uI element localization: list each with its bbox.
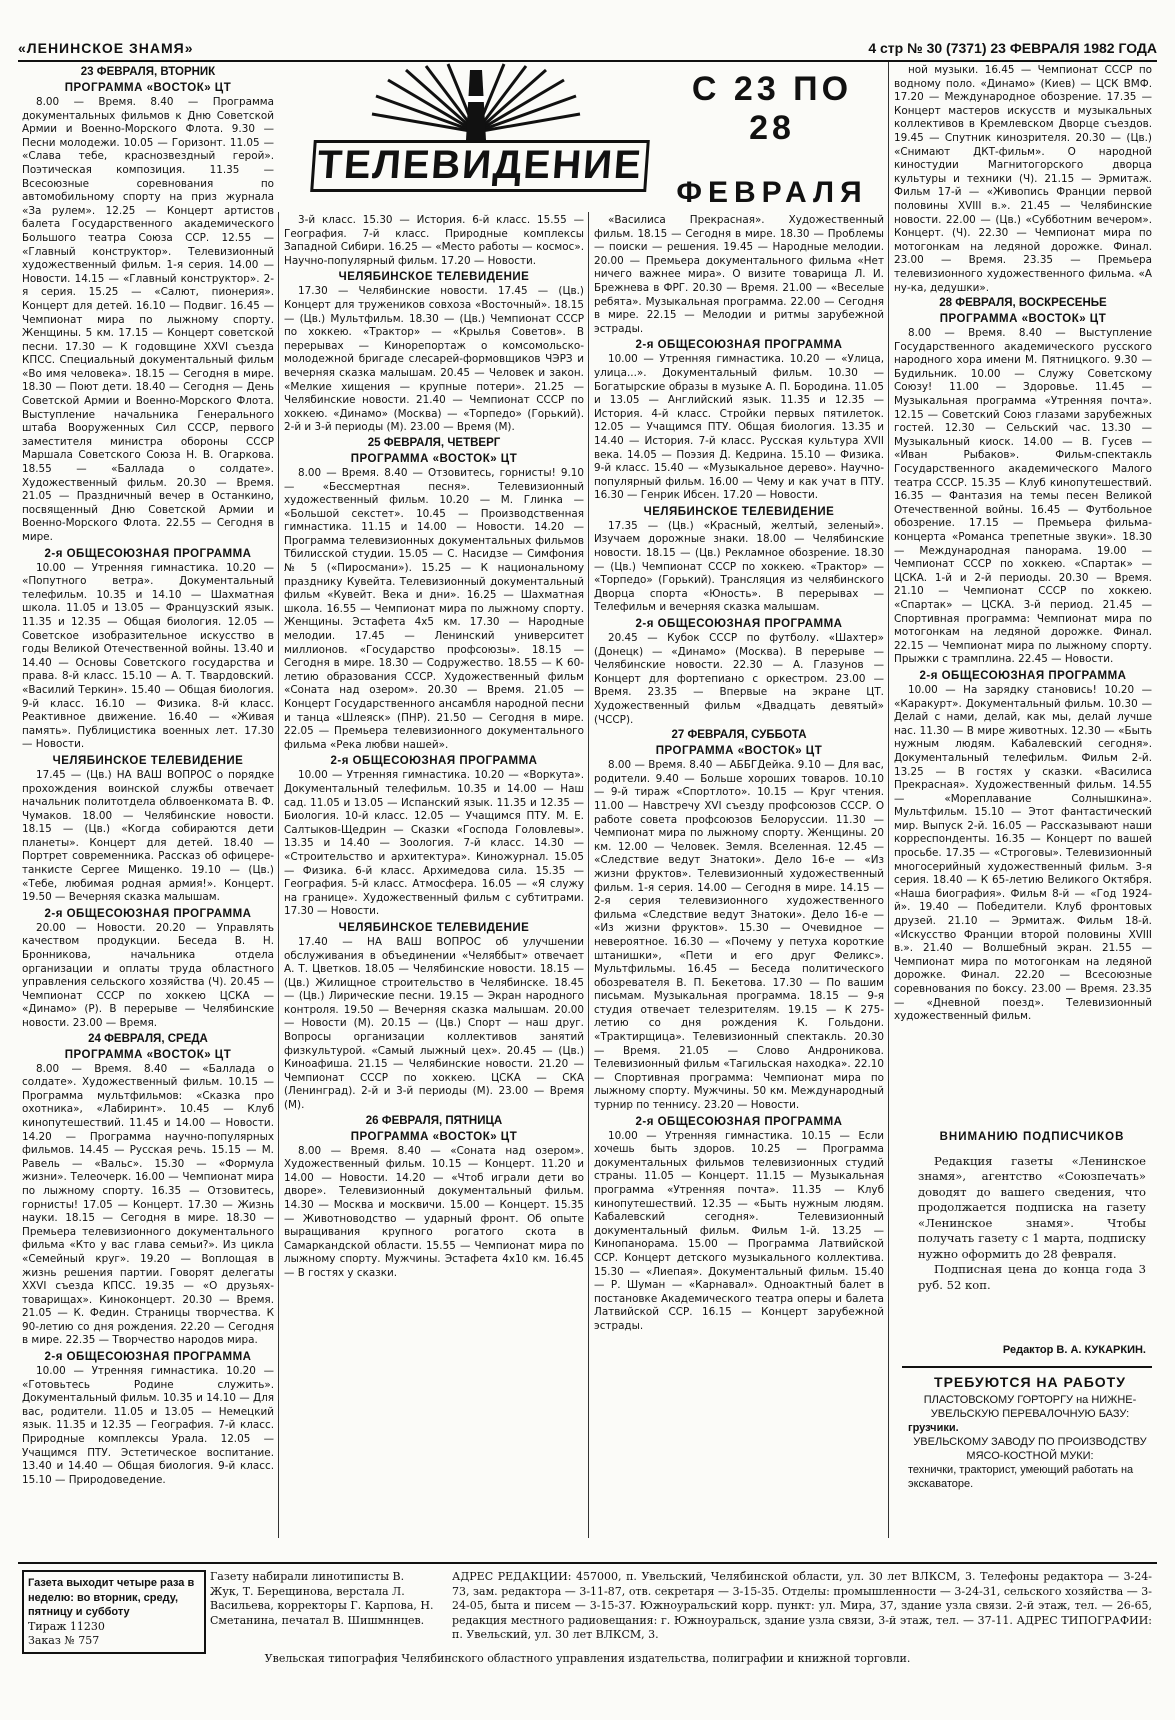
schedule-heading: 25 ФЕВРАЛЯ, ЧЕТВЕРГ — [367, 436, 501, 449]
notice-price: Подписная цена до конца года 3 руб. 52 коп. — [918, 1262, 1146, 1292]
printer-line: Увельская типография Челябинского областного управления издательства, полиграфии и книжной торговли. — [264, 1652, 911, 1665]
job-employer-1: ПЛАСТОВСКОМУ ГОРТОРГУ на НИЖНЕ-УВЕЛЬСКУЮ ПЕРЕВАЛОЧНУЮ БАЗУ: — [923, 1394, 1137, 1420]
schedule-heading: 26 ФЕВРАЛЯ, ПЯТНИЦА — [365, 1114, 503, 1127]
schedule-heading: 2-я ОБЩЕСОЮЗНАЯ ПРОГРАММА — [635, 1115, 843, 1128]
schedule-text: 17.35 — (Цв.) «Красный, желтый, зеленый». Изучаем дорожные знаки. 18.00 — Челябинские новости. 18.15 — (Цв.) Рекламное обозрение. 18.30 — (Цв.) Чемпионат СССР по хоккею. «Трактор» — «Торпедо» (Горький). Трансляция из челябинского Дворца спорта «Юность». В перерывах — Телефильм и вечерняя сказка малышам. — [594, 519, 884, 614]
schedule-text: 8.00 — Время. 8.40 — АББГДейка. 9.10 — Для вас, родители. 9.40 — Больше хороших товаров. 10.10 — 9-й тираж «Спортлото». 10.15 — Круг чтения. 11.00 — Навстречу XVI съезду профсоюзов СССР. О работе совета профсоюзов Белоруссии. 11.30 — Чемпионат мира по лыжному спорту. Женщины. 20 км. 12.00 — Человек. Земля. Вселенная. 12.45 — «Следствие ведут Знатоки». Дело 16-е — «Из жизни фруктов». Телевизионный художественный фильм. 1-я серия. 14.00 — Сегодня в мире. 14.15 — 2-я серия телевизионного художественного фильма «Следствие ведут Знатоки». Дело 16-е — «Из жизни фруктов». 15.30 — Очевидное — невероятное. 16.30 — «Почему у петуха короткие штанишки», «Пети и его друг Феликс». Мультфильмы. 16.45 — Беседа политического обозревателя В. П. Бекетова. 17.30 — По вашим письмам. Музыкальная программа. 18.15 — 9-я студия отвечает телезрителям. 19.15 — К 275-летию со дня рождения К. Гольдони. «Трактирщица». Телевизионный спектакль. 20.30 — Время. 21.05 — Слово Андроникова. Телевизионный фильм «Тагильская находка». 22.10 — Спортивная программа: Чемпионат мира по лыжному спорту. Мужчины. 50 км. Международный турнир по теннису. 23.20 — Новости. — [594, 759, 884, 1112]
schedule-heading: 27 ФЕВРАЛЯ, СУББОТА — [671, 729, 807, 742]
column-rule — [278, 212, 279, 1538]
circulation: Тираж 11230 — [28, 1619, 105, 1633]
schedule-text: 17.30 — Челябинские новости. 17.45 — (Цв.) Концерт для тружеников совхоза «Восточный». 18.15 — (Цв.) Мультфильм. 18.30 — (Цв.) Чемпионат СССР по хоккею. «Трактор» — «Крылья Советов». В перерывах — Кинорепортаж о комсомольско-молодежной бригаде слесарей-формовщиков ЧЭРЗ и вечерняя сказка малышам. 20.45 — Человек и закон. «Мелкие хищения — крупные потери». 21.25 — Челябинские новости. 21.40 — Чемпионат СССР по хоккею. «Динамо» (Москва) — «Торпедо» (Горький). 2-й и 3-й периоды (М). 23.00 — Время (М). — [284, 285, 584, 434]
schedule-text: 10.00 — На зарядку становись! 10.20 — «Каракурт». Документальный фильм. 10.30 — Делай с нами, делай, как мы, делай лучше нас. 11.30 — В мире животных. 12.30 — «Быть нужным людям. Кабалевский сегодня». Документальный телефильм. Фильм 2-й. 13.25 — В гостях у сказки. «Василиса Прекрасная». Художественный фильм. 14.55 — «Мореплавание Солнышкина». Мультфильм. 15.10 — Этот фантастический мир. Выпуск 2-й. 16.05 — Рассказывают наши корреспонденты. 16.35 — Концерт по вашей просьбе. 17.35 — «Строговы». Телевизионный многосерийный художественный фильм. 3-я серия. 18.40 — К 65-летию Великого Октября. «Наша биография». Фильм 8-й — «Год 1924-й». 19.40 — Победители. Клуб фронтовых друзей. 21.10 — Эрмитаж. Фильм 18-й. «Искусство Франции второй половины XVIII в.». 21.40 — Волшебный экран. 21.55 — Чемпионат мира по мотогонкам на ледяной дорожке. Финал. 22.20 — Всесоюзные соревнования по боксу. 23.00 — Время. 23.35 — «Дневной поезд». Телевизионный художественный фильм. — [894, 683, 1152, 1023]
schedule-heading: ПРОГРАММА «ВОСТОК» ЦТ — [64, 1048, 232, 1061]
schedule-heading: 23 ФЕВРАЛЯ, ВТОРНИК — [80, 66, 216, 78]
issue-info: 4 стр № 30 (7371) 23 ФЕВРАЛЯ 1982 ГОДА — [868, 40, 1157, 56]
job-title: ТРЕБУЮТСЯ НА РАБОТУ — [934, 1374, 1126, 1390]
schedule-heading: 2-я ОБЩЕСОЮЗНАЯ ПРОГРАММА — [44, 1351, 252, 1364]
schedule-text: 10.00 — Утренняя гимнастика. 10.15 — Если хочешь быть здоров. 10.25 — Программа документальных фильмов телевизионных студий страны. 11.05 — Концерт. 11.15 — Музыкальная программа «Утренняя почта». 11.35 — Клуб кинопутешествий. 12.35 — «Быть нужным людям. Кабалевский сегодня». Телевизионный документальный фильм. Фильм 1-й. 13.25 — Кинопанорама. 15.00 — Программа Латвийской ССР. Концерт детского музыкального коллектива. 15.30 — «Лиепая». Документальный фильм. 15.40 — Р. Шуман — «Карнавал». Одноактный балет в постановке Академического театра оперы и балета Латвийской ССР. 16.15 — Концерт зарубежной эстрады. — [594, 1129, 884, 1332]
column-3 — [594, 214, 884, 1556]
subscriber-notice — [918, 1130, 1146, 1293]
divider — [902, 1366, 1152, 1368]
job-positions-2: технички, тракторист, умеющий работать на экскаваторе. — [908, 1464, 1134, 1490]
schedule-heading: 24 ФЕВРАЛЯ, СРЕДА — [88, 1032, 208, 1045]
schedule-text: 10.00 — Утренняя гимнастика. 10.20 — «Воркута». Документальный телефильм. 10.35 и 14.00 — Наш сад. 11.05 и 13.05 — Испанский язык. 11.35 и 12.35 — Биология. 10-й класс. 12.05 — Учащимся ПТУ. М. Е. Салтыков-Щедрин — Сказки «Господа Головлевы». 13.35 и 14.40 — Зоология. 7-й класс. 14.30 — «Строительство и архитектура». Киножурнал. 15.05 — Физика. 6-й класс. Архимедова сила. 15.35 — География. 5-й класс. Атмосфера. 16.05 — «Я служу на границе». Художественный фильм с субтитрами. 17.30 — Новости. — [284, 769, 584, 918]
schedule-heading: 2-я ОБЩЕСОЮЗНАЯ ПРОГРАММА — [44, 907, 252, 920]
job-employer-2: УВЕЛЬСКОМУ ЗАВОДУ ПО ПРОИЗВОДСТВУ МЯСО-КОСТНОЙ МУКИ: — [913, 1436, 1147, 1462]
schedule-text: 8.00 — Время. 8.40 — Выступление Государственного академического русского народного хора имени М. Пятницкого. 9.30 — Будильник. 10.00 — Служу Советскому Союзу! 11.00 — Здоровье. 11.45 — Музыкальная программа «Утренняя почта». 12.15 — Советский Союз глазами зарубежных гостей. 12.30 — Сельский час. 13.30 — Музыкальный киоск. 14.00 — В. Гусев — «Иван Рыбаков». Фильм-спектакль Государственного академического Малого театра СССР. 15.35 — Клуб кинопутешествий. 16.35 — Фантазия на темы песен Великой Отечественной войны. 16.45 — Футбольное обозрение. 17.15 — Премьера фильма-концерта «Романса трепетные звуки». 18.30 — Международная панорама. 19.00 — Чемпионат СССР по хоккею. «Спартак» — ЦСКА. 1-й и 2-й периоды. 20.30 — Время. 21.10 — Чемпионат СССР по хоккею. «Спартак» — ЦСКА. 3-й период. 21.45 — Спортивная программа: Чемпионат мира по мотогонкам на ледяной дорожке. Финал. 22.15 — Чемпионат мира по лыжному спорту. Прыжки с трамплина. 22.45 — Новости. — [894, 327, 1152, 666]
schedule-text: 20.00 — Новости. 20.20 — Управлять качеством продукции. Беседа В. Н. Бронникова, начальника отдела организации и оплаты труда областного управления сельского хозяйства (Ч). 20.45 — Чемпионат СССР по хоккею ЦСКА — «Динамо» (Р). В перерыве — Челябинские новости. 23.00 — Время. — [22, 921, 274, 1029]
notice-title: ВНИМАНИЮ ПОДПИСЧИКОВ — [939, 1131, 1125, 1143]
date-range: С 23 ПО 28 — [691, 70, 853, 147]
schedule-text: 17.40 — НА ВАШ ВОПРОС об улучшении обслуживания в объединении «Челяббыт» отвечает А. Т. Цветков. 18.05 — Челябинские новости. 18.15 — (Цв.) Жилищное строительство в Челябинске. 18.45 — (Цв.) Лирические песни. 19.15 — Экран народного контроля. 19.50 — Вечерняя сказка малышам. 20.00 — Новости (М). 20.15 — (Цв.) Спорт — наш друг. Вопросы организации коллективов занятий физкультурой. «Самый лыжный цех». 20.45 — (Цв.) Киноафиша. 21.15 — Челябинские новости. 21.20 — Чемпионат СССР по хоккею. ЦСКА — СКА (Ленинград). 2-й и 3-й периоды (М). 23.00 — Время (М). — [284, 935, 584, 1112]
job-positions-1: грузчики. — [908, 1422, 959, 1434]
schedule-heading: 28 ФЕВРАЛЯ, ВОСКРЕСЕНЬЕ — [939, 297, 1107, 310]
schedule-text: 20.45 — Кубок СССР по футболу. «Шахтер» (Донецк) — «Динамо» (Москва). В перерыве — Челябинские новости. 22.30 — А. Глазунов — Концерт для фортепиано с оркестром. 23.00 — Время. 23.35 — Впервые на экране ЦТ. Художественный фильм «Двадцать девятый» (ЧССР). — [594, 632, 884, 726]
schedule-text: 10.00 — Утренняя гимнастика. 10.20 — «Готовьтесь Родине служить». Документальный фильм. 10.35 и 14.10 — Для вас, родители. 11.05 и 13.05 — Немецкий язык. 11.35 и 12.35 — География. 7-й класс. Природные комплексы Урала. 12.05 — Учащимся ПТУ. Эстетическое воспитание. 13.40 и 14.40 — Общая биология. 9-й класс. 15.10 — Природоведение. — [22, 1365, 274, 1486]
schedule-heading: ПРОГРАММА «ВОСТОК» ЦТ — [64, 82, 232, 94]
schedule-heading: ЧЕЛЯБИНСКОЕ ТЕЛЕВИДЕНИЕ — [52, 754, 244, 767]
typesetters — [210, 1570, 436, 1642]
notice-body: Редакция газеты «Ленинское знамя», агентство «Союзпечать» доводят до вашего сведения, что продолжается подписка на газету «Ленинское знамя». Чтобы получать газету с 1 марта, подписку нужно оформить до 28 февраля. — [918, 1153, 1146, 1261]
masthead — [18, 40, 1157, 62]
address-text: АДРЕС РЕДАКЦИИ: 457000, п. Увельский, Челябинской области, ул. 30 лет ВЛКСМ, 3. Телефоны редактора — 3-24-73, зам. редактора — 3-11-87, отв. секретаря — 3-15-35. Отделы: промышленности — 3-24-31, сельского хозяйства — 3-24-05, быта и писем — 3-15-37. Южноуральский корр. пункт: ул. Мира, 37, здание узла связи. 2-й этаж, тел. — 26-65, редакция местного радиовещания: г. Южноуральск, здание узла связи, 3-й этаж, тел. — 37-11. АДРЕС ТИПОГРАФИИ: п. Увельский, ул. 30 лет ВЛКСМ, 3. — [452, 1570, 1152, 1641]
schedule-heading: 2-я ОБЩЕСОЮЗНАЯ ПРОГРАММА — [919, 669, 1127, 682]
schedule-heading: ЧЕЛЯБИНСКОЕ ТЕЛЕВИДЕНИЕ — [643, 505, 835, 518]
newspaper-name: «ЛЕНИНСКОЕ ЗНАМЯ» — [18, 40, 194, 56]
schedule-text: 8.00 — Время. 8.40 — Программа документальных фильмов к Дню Советской Армии и Военно-Морского Флота. 9.30 — Песни молодежи. 10.05 — Горизонт. 11.05 — «Слава тебе, краснозвездный герой». Поэтическая композиция. 11.35 — Всесоюзные соревнования по автомобильному спорту на приз журнала «За рулем». 12.25 — Концерт артистов балета Государственного академического Большого театра Союза ССР. 12.55 — «Главный конструктор». Телевизионный художественный фильм. 1-я серия. 14.00 — Новости. 14.15 — «Главный конструктор». 2-я серия. 15.25 — «Салют, пионерия». Концерт для детей. 16.10 — Подвиг. 16.45 — Чемпионат мира по лыжному спорту. Женщины. 5 км. 17.15 — Концерт советской песни. 17.30 — К годовщине XXVI съезда КПСС. Специальный документальный фильм «Во имя человека». 18.15 — Сегодня в мире. 18.30 — Поют дети. 18.40 — Сегодня — День Советской Армии и Военно-Морского Флота. Выступление начальника Генерального штаба Вооруженных Сил СССР, первого заместителя министра обороны СССР Маршала Советского Союза Н. В. Огаркова. 18.55 — «Баллада о солдате». Художественный фильм. 20.30 — Время. 21.05 — Праздничный вечер в Останкино, посвященный Дню Советской Армии и Военно-Морского Флота. 22.55 — Сегодня в мире. — [22, 96, 274, 543]
schedule-heading: ПРОГРАММА «ВОСТОК» ЦТ — [350, 452, 518, 465]
publication-box — [22, 1570, 206, 1654]
schedule-heading: ЧЕЛЯБИНСКОЕ ТЕЛЕВИДЕНИЕ — [338, 271, 530, 284]
editor-signature: Редактор В. А. КУКАРКИН. — [1002, 1344, 1146, 1356]
schedule-text: 8.00 — Время. 8.40 — «Баллада о солдате». Художественный фильм. 10.15 — Программа мультфильмов: «Сказка про охотника», «Лабиринт». 10.45 — Клуб кинопутешествий. 11.45 и 14.00 — Новости. 14.20 — Программа научно-популярных фильмов. 14.45 — Русская речь. 15.15 — М. Равель — «Вальс». 15.30 — «Формула жизни». Телеочерк. 16.00 — Чемпионат мира по лыжному спорту. 16.35 — Отзовитесь, горнисты! 17.05 — Концерт. 17.30 — Жизнь науки. 18.15 — Сегодня в мире. 18.30 — Премьера телевизионного документального фильма «Кто у вас глава семьи?». Из цикла «Семейный круг». 19.20 — Воплощая в жизнь решения партии. Говорят делегаты XXVI съезда КПСС. 19.35 — «О друзьях-товарищах». Киноконцерт. 20.30 — Время. 21.05 — К. Федин. Страницы творчества. К 90-летию со дня рождения. 22.20 — Сегодня в мире. 22.35 — Творчество народов мира. — [22, 1062, 274, 1347]
schedule-heading: 2-я ОБЩЕСОЮЗНАЯ ПРОГРАММА — [44, 547, 252, 560]
typesetters-text: Газету набирали линотиписты В. Жук, Т. Берещинова, верстала Л. Васильева, корректоры Г. Карпова, Н. Сметанина, печатал В. Шишмннцев. — [210, 1570, 434, 1627]
schedule-heading: ЧЕЛЯБИНСКОЕ ТЕЛЕВИДЕНИЕ — [338, 921, 530, 934]
column-2 — [284, 214, 584, 1556]
column-rule — [888, 62, 889, 1538]
schedule-text: 3-й класс. 15.30 — История. 6-й класс. 15.55 — География. 7-й класс. Природные комплексы Западной Сибири. 16.25 — «Место работы — космос». Научно-популярный фильм. 17.20 — Новости. — [284, 214, 584, 267]
footer-rule — [18, 1562, 1157, 1564]
column-rule — [588, 212, 589, 1538]
date-month: ФЕВРАЛЯ — [676, 176, 868, 209]
publication-schedule: Газета выходит четыре раза в неделю: во вторник, среду, пятницу и субботу — [28, 1577, 195, 1618]
tv-section-title: ТЕЛЕВИДЕНИЕ — [310, 140, 650, 192]
date-range-block — [672, 70, 872, 210]
order-number: Заказ № 757 — [28, 1634, 100, 1647]
job-ad — [908, 1375, 1152, 1491]
column-4 — [894, 64, 1152, 1104]
schedule-text: 10.00 — Утренняя гимнастика. 10.20 — «Попутного ветра». Документальный телефильм. 10.35 и 14.10 — Шахматная школа. 11.05 и 13.05 — Французский язык. 11.35 и 12.35 — Общая биология. 12.05 — Советское изобразительное искусство в годы Великой Отечественной войны. 13.40 и 14.40 — Основы Советского государства и права. 8-й класс. 15.10 — А. Т. Твардовский. «Василий Теркин». 15.40 — Общая биология. 9-й класс. 16.10 — Физика. 8-й класс. Реактивное движение. 16.40 — «Живая память». Публицистика военных лет. 17.30 — Новости. — [22, 561, 274, 751]
schedule-text: «Василиса Прекрасная». Художественный фильм. 18.15 — Сегодня в мире. 18.30 — Проблемы — поиски — решения. 19.45 — Народные мелодии. 20.00 — Премьера документального фильма «Нет ничего важнее мира». О визите товарища Л. И. Брежнева в ФРГ. 20.30 — Время. 21.00 — «Веселые ребята». Музыкальная программа. 22.00 — Сегодня в мире. 22.15 — Мелодии и ритмы зарубежной эстрады. — [594, 214, 884, 335]
schedule-text: 8.00 — Время. 8.40 — «Соната над озером». Художественный фильм. 10.15 — Концерт. 11.20 и 14.00 — Новости. 14.20 — «Чтоб играли дети во дворе». Телевизионный документальный фильм. 14.30 — Москва и москвичи. 15.00 — Концерт. 15.35 — Животноводство — ударный фронт. Об опыте выращивания крупного рогатого скота в Самаркандской области. 15.55 — Чемпионат мира по лыжному спорту. Мужчины. Эстафета 4х10 км. 16.45 — В гостях у сказки. — [284, 1144, 584, 1279]
column-1 — [22, 64, 274, 1556]
schedule-text: 17.45 — (Цв.) НА ВАШ ВОПРОС о порядке прохождения воинской службы отвечает начальник политотдела облвоенкомата В. Ф. Чумаков. 18.00 — Челябинские новости. 18.15 — (Цв.) «Когда собираются дети планеты». Концерт для детей. 18.40 — Портрет современника. Рассказ об офицере-танкисте Сергее Мищенко. 19.10 — (Цв.) «Тебе, любимая родная армия!». Концерт. 19.50 — Вечерняя сказка малышам. — [22, 768, 274, 904]
schedule-text: 8.00 — Время. 8.40 — Отзовитесь, горнисты! 9.10 — «Бессмертная песня». Телевизионный художественный фильм. 10.20 — М. Глинка — «Большой секстет». 10.45 — Производственная гимнастика. 11.15 и 14.00 — Новости. 14.20 — Программа телевизионных документальных фильмов Тбилисской студии. 15.05 — С. Насидзе — Симфония № 5 («Пиросмани»). 15.25 — К национальному празднику Кувейта. Телевизионный документальный фильм «Кувейт. Века и дни». 16.25 — Шахматная школа. 16.55 — Чемпионат мира по лыжному спорту. Женщины. Эстафета 4х5 км. 17.30 — Народные мелодии. 17.45 — Ленинский университет миллионов. «Государство профсоюзы». 18.15 — Сегодня в мире. 18.30 — Содружество. 18.55 — К 60-летию образования СССР. Художественный фильм «Соната над озером». 20.30 — Время. 21.05 — Концерт Государственного ансамбля народной песни и танца «Шлеяск» (ПНР). 21.50 — Сегодня в мире. 22.05 — Премьера телевизионного документального фильма «Река любви нашей». — [284, 466, 584, 751]
schedule-text: ной музыки. 16.45 — Чемпионат СССР по водному поло. «Динамо» (Киев) — ЦСК ВМФ. 17.20 — Международное обозрение. 17.35 — Концерт мастеров искусств и музыкальных коллективов в Кремлевском Дворце съездов. 19.45 — Спутник кинозрителя. 20.30 — (Цв.) «Снимают ДКТ-фильм». О народной киностудии Магнитогорского дворца культуры и техники (Ч). 21.15 — Эрмитаж. Фильм 17-й — «Живопись Франции первой половины XVIII в.». 21.45 — Челябинские новости. 22.00 — (Цв.) «Субботним вечером». Концерт. (Ч). 22.30 — Чемпионат мира по мотогонкам на ледяной дорожке. Финал. 23.00 — Время. 23.35 — Премьера телевизионного художественного фильма. «А ну-ка, дедушки». — [894, 64, 1152, 294]
schedule-heading: ПРОГРАММА «ВОСТОК» ЦТ — [939, 313, 1107, 326]
schedule-heading: 2-я ОБЩЕСОЮЗНАЯ ПРОГРАММА — [635, 339, 843, 352]
editorial-address — [452, 1570, 1152, 1642]
schedule-heading: ПРОГРАММА «ВОСТОК» ЦТ — [655, 745, 823, 758]
schedule-text: 10.00 — Утренняя гимнастика. 10.20 — «Улица, улица...». Документальный фильм. 10.30 — Богатырские образы в музыке А. П. Бородина. 11.05 и 13.05 — Английский язык. 11.35 и 12.35 — История. 4-й класс. Стройки первых пятилеток. 12.05 — Учащимся ПТУ. Общая биология. 13.35 и 14.40 — История. 7-й класс. Русская культура XVII века. 14.05 — Поэзия Д. Кедрина. 15.10 — Физика. 9-й класс. 15.40 — «Музыкальное дерево». Научно-популярный фильм. 16.00 — Чему и как учат в ПТУ. 16.30 — Генрик Ибсен. 17.20 — Новости. — [594, 353, 884, 502]
schedule-heading: ПРОГРАММА «ВОСТОК» ЦТ — [350, 1130, 518, 1143]
schedule-heading: 2-я ОБЩЕСОЮЗНАЯ ПРОГРАММА — [330, 755, 538, 768]
schedule-heading: 2-я ОБЩЕСОЮЗНАЯ ПРОГРАММА — [635, 618, 843, 631]
